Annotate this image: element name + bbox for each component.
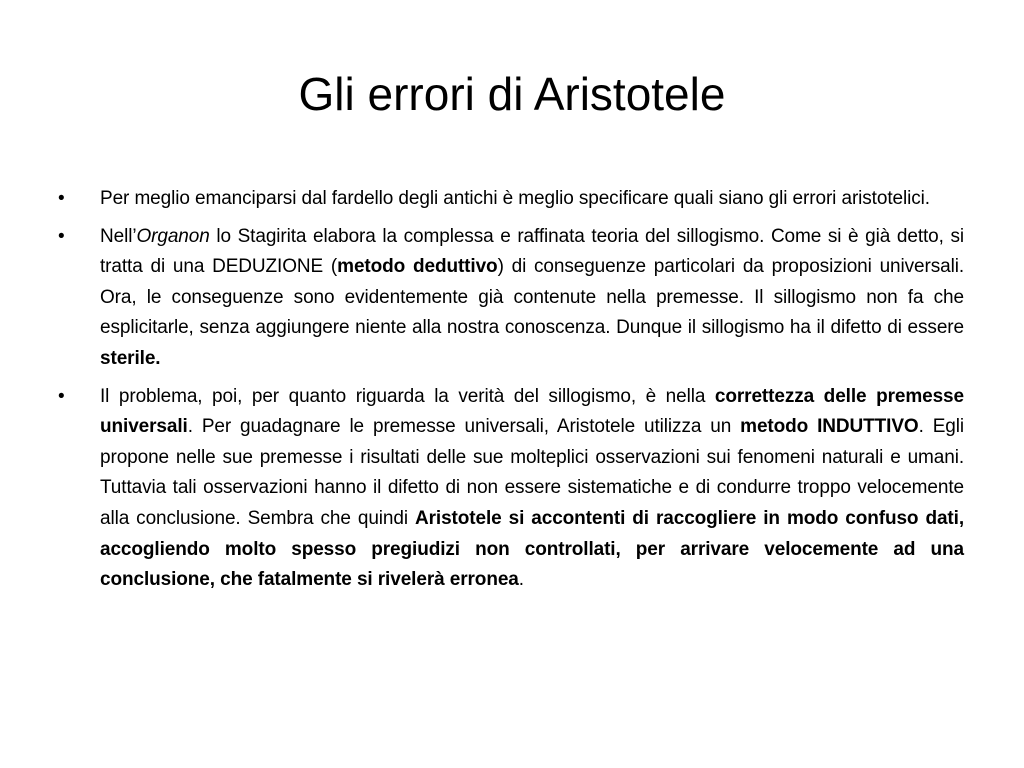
bullet-marker: •	[58, 385, 65, 407]
bullet-text: ) di conseguenze particolari da proposizioni universali. Ora, le conseguenze sono evidentemente già contenute nella premesse. Il sillogismo non fa che esplicitarle, senza aggiungere niente alla nostra conoscenza. Dunque il sillogismo ha il difetto di essere	[100, 256, 965, 339]
bullet-marker: •	[58, 188, 65, 209]
bullet-item	[58, 184, 964, 215]
bold-text: metodo deduttivo	[337, 256, 498, 278]
bullet-text: . Egli propone nelle sue premesse i risultati delle sue molteplici osservazioni sui fenomeni naturali e umani. Tuttavia tali osservazioni hanno il difetto di non essere sistematiche e di condurre troppo velocemente alla conclusione. Sembra che quindi	[100, 416, 965, 529]
bold-text: sterile.	[100, 347, 161, 369]
bullet-text: Per meglio emanciparsi dal fardello degli antichi è meglio specificare quali siano gli errori aristotelici.	[100, 188, 930, 209]
bullet-text: . Per guadagnare le premesse universali, Aristotele utilizza un	[187, 416, 741, 438]
bullet-text: Il problema, poi, per quanto riguarda la verità del sillogismo, è nella	[100, 385, 715, 407]
bullet-text: Nell’	[100, 225, 137, 247]
slide-title: Gli errori di Aristotele	[298, 68, 726, 120]
bullet-text: .	[518, 569, 524, 591]
bold-text: metodo INDUTTIVO	[740, 416, 919, 438]
bold-text: correttezza delle premesse universali	[100, 385, 964, 438]
bullet-item	[58, 222, 964, 375]
bold-text: Aristotele si accontenti di raccogliere in modo confuso dati, accogliendo molto spesso pregiudizi non controllati, per arrivare velocemente ad una conclusione, che fatalmente si rivelerà erronea	[100, 507, 964, 591]
bullet-list	[58, 184, 964, 603]
bullet-text: lo Stagirita elabora la complessa e raffinata teoria del sillogismo. Come si è già detto, si tratta di una DEDUZIONE (	[100, 225, 964, 278]
bullet-item	[58, 382, 964, 596]
italic-text: Organon	[136, 225, 210, 247]
bullet-marker: •	[58, 225, 65, 247]
